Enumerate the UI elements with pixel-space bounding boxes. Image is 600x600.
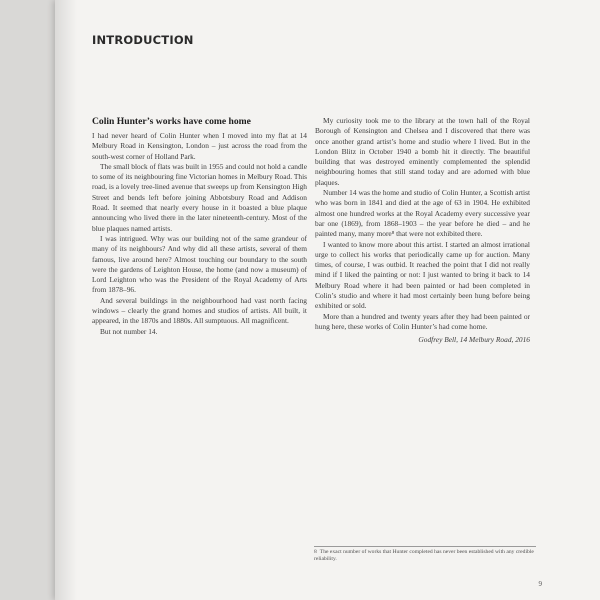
section-title: INTRODUCTION — [92, 33, 194, 47]
page-number: 9 — [538, 580, 542, 588]
paragraph: More than a hundred and twenty years after they had been painted or hung here, these works of Colin Hunter’s had come home. — [315, 311, 530, 331]
right-column — [315, 116, 530, 346]
paragraph: I had never heard of Colin Hunter when I moved into my flat at 14 Melbury Road in Kensington, London – just across the road from the south-west corner of Holland Park. — [92, 131, 307, 161]
author-signature: Godfrey Bell, 14 Melbury Road, 2016 — [418, 335, 530, 345]
paragraph: Number 14 was the home and studio of Colin Hunter, a Scottish artist who was born in 1841 and died at the age of 63 in 1904. He exhibited almost one hundred works at the Royal Academy every successive year bar one (1869), from 1868–1903 – the year before he died – and he painted many, many more⁸ that were not exhibited there. — [315, 188, 530, 239]
article-heading: Colin Hunter’s works have come home — [92, 116, 251, 127]
page-spine-shadow — [55, 0, 77, 600]
footnote — [314, 546, 536, 564]
paragraph: But not number 14. — [100, 326, 158, 336]
paragraph: The small block of flats was built in 1955 and could not hold a candle to some of its neighbouring fine Victorian homes in Melbury Road. This road, is a lovely tree-lined avenue that sweeps up from Kensington High Street and bends left before joining Abbotsbury Road and Addison Road. It seemed that nearly every house in it boasted a blue plaque announcing who lived there in the later nineteenth-century. Most of the blue plaques named artists. — [92, 161, 307, 233]
book-page — [55, 0, 600, 600]
paragraph: I was intrigued. Why was our building not of the same grandeur of many of its neighbours? And why did all these artists, several of them famous, live around here? Almost touching our boundary to the south were the gardens of Leighton House, the home (and now a museum) of Lord Leighton who was the President of the Royal Academy of Arts from 1878–96. — [92, 233, 307, 295]
paragraph: I wanted to know more about this artist. I started an almost irrational urge to collect his works that periodically came up for auction. Many times, of course, I was outbid. It reached the point that I did not really mind if I liked the painting or not: I just wanted to bring it back to 14 Melbury Road where it had been painted or had been completed in Colin’s studio and where it had most certainly been hung before being exhibited or sold. — [315, 239, 530, 311]
paragraph: And several buildings in the neighbourhood had vast north facing windows – clearly the grand homes and studios of artists. All built, it appeared, in the 1870s and 1880s. All sumptuous. All magnificent. — [92, 295, 307, 326]
paragraph: My curiosity took me to the library at the town hall of the Royal Borough of Kensington and Chelsea and I discovered that there was once another grand artist’s home and studio where I lived. But in the London Blitz in October 1940 a bomb hit it directly. The beautiful building that was destroyed eminently complemented the splendid neighbouring homes that still stand today and are adorned with blue plaques. — [315, 116, 530, 187]
footnote-mark: 8 — [314, 549, 317, 555]
left-column — [92, 116, 307, 337]
footnote-text: The exact number of works that Hunter completed has never been established with any credible reliability. — [314, 549, 534, 563]
